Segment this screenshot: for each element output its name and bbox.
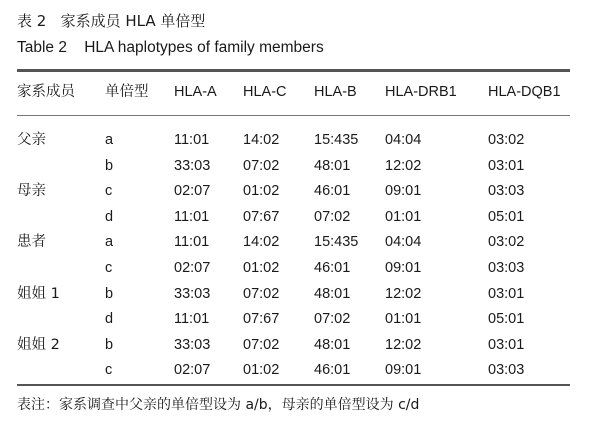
cell-hla-c: 07:67 [243,311,280,328]
cell-hla-b: 48:01 [314,336,351,353]
cell-hla-b: 46:01 [314,362,351,379]
cell-hla-a: 33:03 [174,336,211,353]
cell-haplotype: b [105,157,114,174]
cell-hla-drb1: 01:01 [385,208,422,225]
cell-hla-a: 11:01 [174,311,210,328]
cell-hla-dqb1: 03:03 [488,260,525,276]
cell-hla-drb1: 12:02 [385,285,422,302]
cell-hla-a: 11:01 [174,234,210,251]
cell-haplotype: b [105,285,114,302]
cell-hla-b: 15:435 [314,132,359,148]
cell-hla-c: 14:02 [243,234,280,251]
cell-hla-c: 01:02 [243,362,280,379]
header-hla-dqb1: HLA-DQB1 [488,84,561,100]
cell-haplotype: b [105,336,114,353]
cell-hla-dqb1: 05:01 [488,311,525,328]
cell-hla-drb1: 12:02 [385,336,422,353]
cell-hla-dqb1: 03:01 [488,336,525,353]
cell-haplotype: c [105,183,113,200]
cell-family-member: 母亲 [17,183,46,200]
cell-hla-b: 46:01 [314,183,351,200]
header-hla-b: HLA-B [314,84,357,100]
header-haplotype: 单倍型 [105,84,149,100]
cell-hla-c: 01:02 [243,183,280,200]
cell-hla-c: 14:02 [243,132,280,148]
table-top-rule [17,69,570,72]
cell-haplotype: c [105,260,113,276]
cell-hla-c: 07:02 [243,336,280,353]
cell-hla-dqb1: 03:03 [488,362,525,379]
table-header-rule [17,115,570,116]
cell-hla-a: 11:01 [174,132,210,148]
cell-hla-drb1: 04:04 [385,132,422,148]
table-footnote: 表注：家系调查中父亲的单倍型设为 a/b，母亲的单倍型设为 c/d [17,397,420,413]
cell-hla-dqb1: 03:01 [488,157,525,174]
cell-hla-c: 07:67 [243,208,280,225]
cell-hla-drb1: 12:02 [385,157,422,174]
table-title-english: Table 2 HLA haplotypes of family members [17,39,324,56]
cell-hla-drb1: 01:01 [385,311,422,328]
cell-family-member: 父亲 [17,132,46,148]
cell-haplotype: a [105,234,114,251]
table-title-chinese: 表 2 家系成员 HLA 单倍型 [17,12,206,30]
header-hla-c: HLA-C [243,84,287,100]
cell-hla-a: 02:07 [174,183,211,200]
cell-hla-drb1: 09:01 [385,362,422,379]
cell-family-member: 姐姐 2 [17,336,60,353]
cell-hla-a: 11:01 [174,208,210,225]
cell-hla-dqb1: 03:01 [488,285,525,302]
cell-hla-dqb1: 03:02 [488,132,525,148]
cell-haplotype: a [105,132,114,148]
cell-hla-b: 07:02 [314,208,351,225]
cell-hla-c: 07:02 [243,285,280,302]
cell-hla-a: 33:03 [174,285,211,302]
cell-hla-a: 02:07 [174,362,211,379]
cell-haplotype: d [105,311,114,328]
header-family-member: 家系成员 [17,84,75,100]
cell-hla-c: 01:02 [243,260,280,276]
cell-family-member: 姐姐 1 [17,285,60,302]
cell-hla-a: 33:03 [174,157,211,174]
cell-hla-c: 07:02 [243,157,280,174]
cell-hla-b: 07:02 [314,311,351,328]
cell-family-member: 患者 [17,234,46,251]
cell-hla-dqb1: 03:03 [488,183,525,200]
cell-haplotype: c [105,362,113,379]
cell-hla-drb1: 04:04 [385,234,422,251]
cell-hla-b: 46:01 [314,260,351,276]
header-hla-drb1: HLA-DRB1 [385,84,457,100]
cell-hla-b: 48:01 [314,157,351,174]
table-bottom-rule [17,384,570,386]
cell-hla-b: 48:01 [314,285,351,302]
cell-hla-dqb1: 03:02 [488,234,525,251]
cell-haplotype: d [105,208,114,225]
cell-hla-dqb1: 05:01 [488,208,525,225]
cell-hla-drb1: 09:01 [385,183,422,200]
cell-hla-drb1: 09:01 [385,260,422,276]
header-hla-a: HLA-A [174,84,217,100]
cell-hla-b: 15:435 [314,234,359,251]
cell-hla-a: 02:07 [174,260,211,276]
